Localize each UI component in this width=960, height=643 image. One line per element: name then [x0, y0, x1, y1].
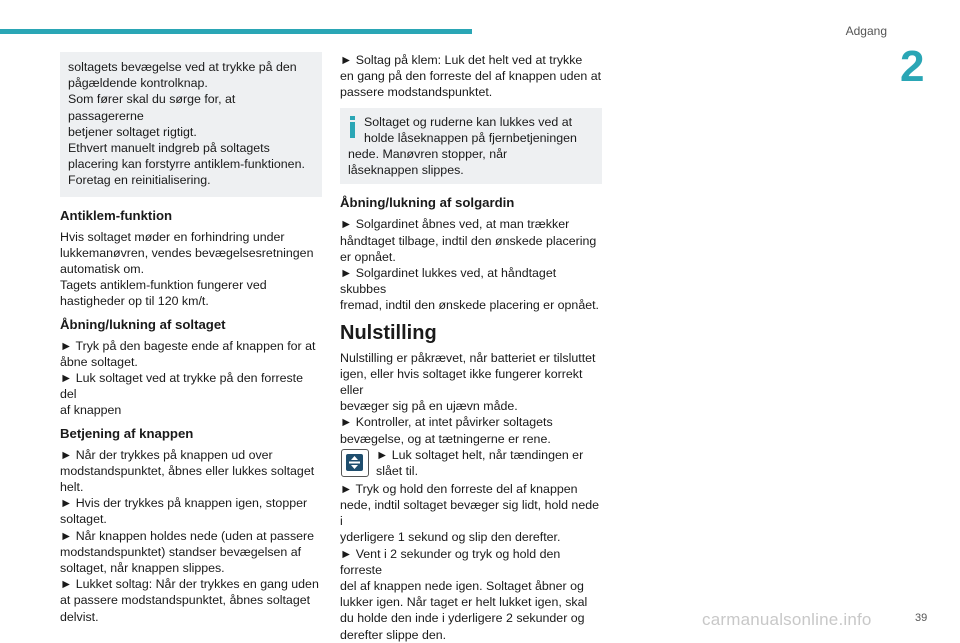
button-paragraph	[60, 447, 322, 625]
page-number: 39	[915, 612, 928, 624]
warning-line: Som fører skal du sørge for, at passagererne	[68, 92, 236, 123]
section-title: Adgang	[845, 24, 887, 38]
info-line: låseknappen slippes.	[348, 163, 464, 178]
blind-paragraph	[340, 216, 602, 313]
text-line: slået til.	[376, 464, 419, 479]
text-line: delvist.	[60, 609, 99, 624]
antiklem-paragraph	[60, 229, 322, 310]
text-line: helt.	[60, 480, 84, 495]
info-icon	[350, 116, 355, 138]
text-line: soltaget.	[60, 512, 107, 527]
text-line: modstandspunktet) standser bevægelsen af	[60, 544, 302, 559]
text-line: modstandspunktet, åbnes eller lukkes soltaget	[60, 463, 315, 478]
text-line: derefter slippe den.	[340, 627, 447, 642]
text-line: af knappen	[60, 403, 122, 418]
warning-line: betjener soltaget rigtigt.	[68, 124, 197, 139]
text-line: Tagets antiklem-funktion fungerer ved	[60, 278, 267, 293]
text-line: bevægelse, og at tætningerne er rene.	[340, 431, 551, 446]
text-line: ► Kontroller, at intet påvirker soltagets	[340, 415, 553, 430]
text-line: del af knappen nede igen. Soltaget åbner og	[340, 579, 584, 594]
reset-paragraph	[340, 350, 602, 447]
text-line: er opnået.	[340, 249, 396, 264]
header-accent-bar	[0, 29, 472, 34]
warning-line: Ethvert manuelt indgreb på soltagets	[68, 141, 270, 156]
warning-box	[60, 52, 322, 197]
text-line: ► Luk soltaget helt, når tændingen er	[376, 447, 584, 462]
text-line: bevæger sig på en ujævn måde.	[340, 399, 518, 414]
opening-paragraph	[60, 338, 322, 419]
text-line: ► Solgardinet åbnes ved, at man trækker	[340, 217, 570, 232]
text-line: ► Luk soltaget ved at trykke på den forreste del	[60, 371, 303, 402]
text-line: at passere modstandspunktet, åbnes soltaget	[60, 593, 311, 608]
warning-line: soltagets bevægelse ved at trykke på den	[68, 60, 297, 74]
info-line: holde låseknappen på fjernbetjeningen	[364, 130, 577, 145]
sunroof-button-icon	[341, 449, 369, 477]
info-line: nede. Manøvren stopper, når	[348, 147, 508, 162]
text-line: åbne soltaget.	[60, 354, 138, 369]
reset-heading: Nulstilling	[340, 321, 437, 344]
text-line: ► Når knappen holdes nede (uden at passere	[60, 528, 315, 543]
text-line: du holde den inde i yderligere 2 sekunder og	[340, 611, 585, 626]
text-line: igen, eller hvis soltaget ikke fungerer korrekt eller	[340, 366, 583, 398]
text-line: ► Solgardinet lukkes ved, at håndtaget skubbes	[340, 266, 557, 297]
text-line: hastigheder op til 120 km/t.	[60, 294, 209, 309]
text-line: ► Lukket soltag: Når der trykkes en gang uden	[60, 577, 319, 592]
text-line: ► Når der trykkes på knappen ud over	[60, 447, 273, 462]
text-line: Hvis soltaget møder en forhindring under	[60, 229, 285, 244]
text-line: ► Vent i 2 sekunder og tryk og hold den forreste	[340, 546, 561, 577]
antiklem-heading: Antiklem-funktion	[60, 207, 173, 223]
text-line: nede, indtil soltaget bevæger sig lidt, hold nede i	[340, 498, 599, 529]
button-heading: Betjening af knappen	[60, 425, 194, 441]
watermark: carmanualsonline.info	[702, 610, 872, 629]
text-line: lukkemanøvren, vendes bevægelsesretningen	[60, 245, 314, 260]
text-line: automatisk om.	[60, 262, 145, 277]
text-line: lukker igen. Når taget er helt lukket igen, skal	[340, 595, 588, 610]
text-line: ► Tryk på den bageste ende af knappen for at	[60, 338, 316, 353]
ignition-step	[340, 447, 602, 481]
info-box	[340, 108, 602, 185]
right-column	[340, 52, 602, 643]
final-paragraph	[340, 481, 602, 643]
text-line: ► Soltag på klem: Luk det helt ved at trykke	[340, 53, 583, 67]
left-column	[60, 52, 322, 628]
warning-line: placering kan forstyrre antiklem-funktionen.	[68, 157, 305, 172]
opening-heading: Åbning/lukning af soltaget	[60, 316, 226, 332]
warning-line: pågældende kontrolknap.	[68, 76, 208, 91]
text-line: ► Tryk og hold den forreste del af knappen	[340, 481, 578, 496]
clamp-paragraph	[340, 52, 602, 101]
warning-line: Foretag en reinitialisering.	[68, 173, 211, 188]
chapter-number: 2	[900, 42, 925, 91]
blind-heading: Åbning/lukning af solgardin	[340, 195, 515, 211]
text-line: fremad, indtil den ønskede placering er opnået.	[340, 298, 599, 313]
info-line: Soltaget og ruderne kan lukkes ved at	[364, 114, 573, 129]
text-line: soltaget, når knappen slippes.	[60, 561, 225, 576]
text-line: ► Hvis der trykkes på knappen igen, stopper	[60, 496, 308, 511]
text-line: håndtaget tilbage, indtil den ønskede placering	[340, 233, 597, 248]
text-line: Nulstilling er påkrævet, når batteriet er tilsluttet	[340, 350, 596, 365]
text-line: passere modstandspunktet.	[340, 85, 493, 100]
text-line: en gang på den forreste del af knappen uden at	[340, 69, 602, 84]
text-line: yderligere 1 sekund og slip den derefter.	[340, 530, 561, 545]
